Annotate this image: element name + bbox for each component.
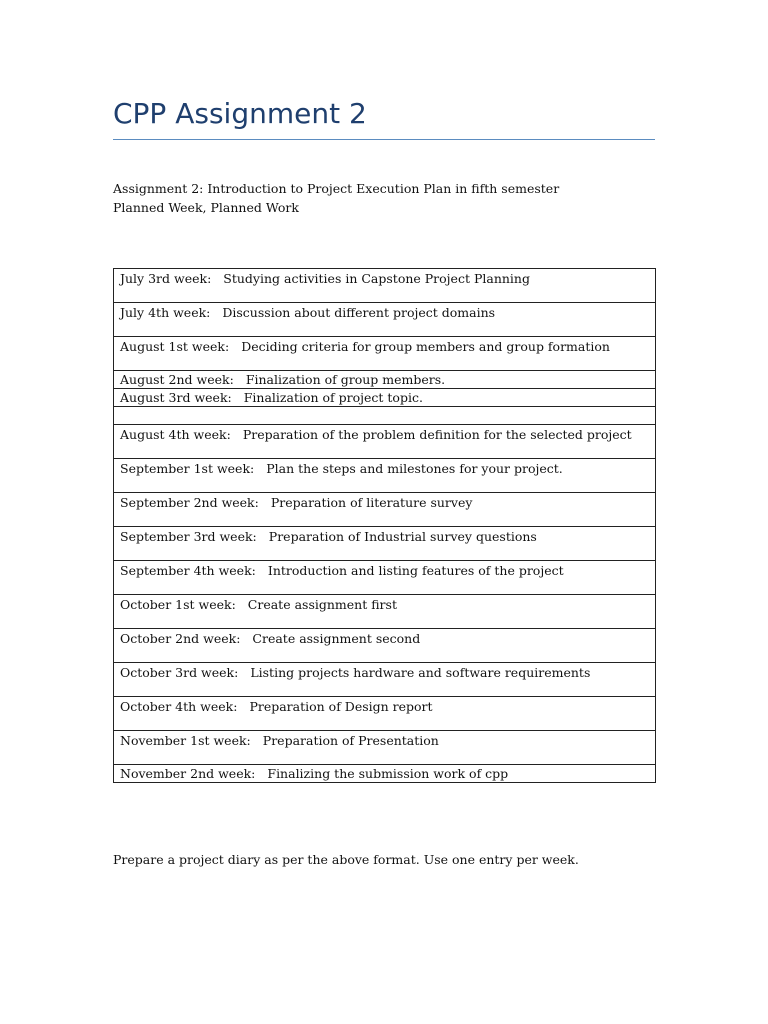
footer-instruction: Prepare a project diary as per the above format. Use one entry per week. — [113, 852, 579, 867]
page-title: CPP Assignment 2 — [113, 97, 367, 130]
table-row — [114, 493, 656, 527]
task-text: Preparation of the problem definition for the selected project — [242, 427, 632, 442]
table-cell — [114, 595, 656, 629]
table-row — [114, 731, 656, 765]
table-cell — [114, 389, 656, 407]
table-cell — [114, 407, 656, 425]
table-row — [114, 303, 656, 337]
week-label: October 3rd week: — [120, 665, 239, 680]
week-label: November 2nd week: — [120, 766, 256, 781]
table-cell — [114, 269, 656, 303]
task-text: Plan the steps and milestones for your project. — [266, 461, 563, 476]
table-row — [114, 629, 656, 663]
table-cell — [114, 459, 656, 493]
week-label: November 1st week: — [120, 733, 251, 748]
week-label: October 1st week: — [120, 597, 236, 612]
task-text: Preparation of Industrial survey questions — [268, 529, 537, 544]
table-cell — [114, 303, 656, 337]
week-label: July 4th week: — [120, 305, 211, 320]
table-row — [114, 527, 656, 561]
task-text: Preparation of Design report — [249, 699, 433, 714]
table-row — [114, 765, 656, 783]
week-label: August 3rd week: — [120, 390, 232, 405]
week-label: July 3rd week: — [120, 271, 212, 286]
task-text: Studying activities in Capstone Project Planning — [223, 271, 530, 286]
week-label: September 3rd week: — [120, 529, 257, 544]
table-row — [114, 425, 656, 459]
table-cell — [114, 629, 656, 663]
task-text: Create assignment first — [247, 597, 397, 612]
week-label: September 4th week: — [120, 563, 256, 578]
week-label: October 4th week: — [120, 699, 238, 714]
intro-block — [113, 179, 559, 217]
task-text: Finalization of group members. — [245, 372, 446, 387]
table-cell — [114, 561, 656, 595]
title-divider — [113, 139, 655, 140]
task-text: Create assignment second — [252, 631, 421, 646]
week-label: August 4th week: — [120, 427, 231, 442]
intro-line-planned: Planned Week, Planned Work — [113, 200, 299, 215]
schedule-table — [113, 268, 656, 783]
task-text: Finalization of project topic. — [243, 390, 423, 405]
table-row-empty — [114, 407, 656, 425]
intro-line-assignment: Assignment 2: Introduction to Project Execution Plan in fifth semester — [113, 181, 560, 196]
week-label: September 1st week: — [120, 461, 255, 476]
table-cell — [114, 527, 656, 561]
table-cell — [114, 765, 656, 783]
table-cell — [114, 371, 656, 389]
table-cell — [114, 425, 656, 459]
table-row — [114, 371, 656, 389]
table-cell — [114, 493, 656, 527]
week-label: August 2nd week: — [120, 372, 234, 387]
task-text: Deciding criteria for group members and group formation — [241, 339, 610, 354]
task-text: Finalizing the submission work of cpp — [267, 766, 509, 781]
task-text: Discussion about different project domains — [222, 305, 496, 320]
task-text: Preparation of Presentation — [262, 733, 439, 748]
table-cell — [114, 731, 656, 765]
table-row — [114, 561, 656, 595]
table-row — [114, 459, 656, 493]
table-cell — [114, 697, 656, 731]
week-label: October 2nd week: — [120, 631, 241, 646]
task-text: Introduction and listing features of the project — [267, 563, 564, 578]
table-row — [114, 663, 656, 697]
table-row — [114, 337, 656, 371]
table-row — [114, 697, 656, 731]
task-text: Listing projects hardware and software requirements — [250, 665, 591, 680]
table-row — [114, 389, 656, 407]
task-text: Preparation of literature survey — [270, 495, 473, 510]
table-row — [114, 269, 656, 303]
table-row — [114, 595, 656, 629]
week-label: September 2nd week: — [120, 495, 259, 510]
table-cell — [114, 663, 656, 697]
week-label: August 1st week: — [120, 339, 230, 354]
table-cell — [114, 337, 656, 371]
